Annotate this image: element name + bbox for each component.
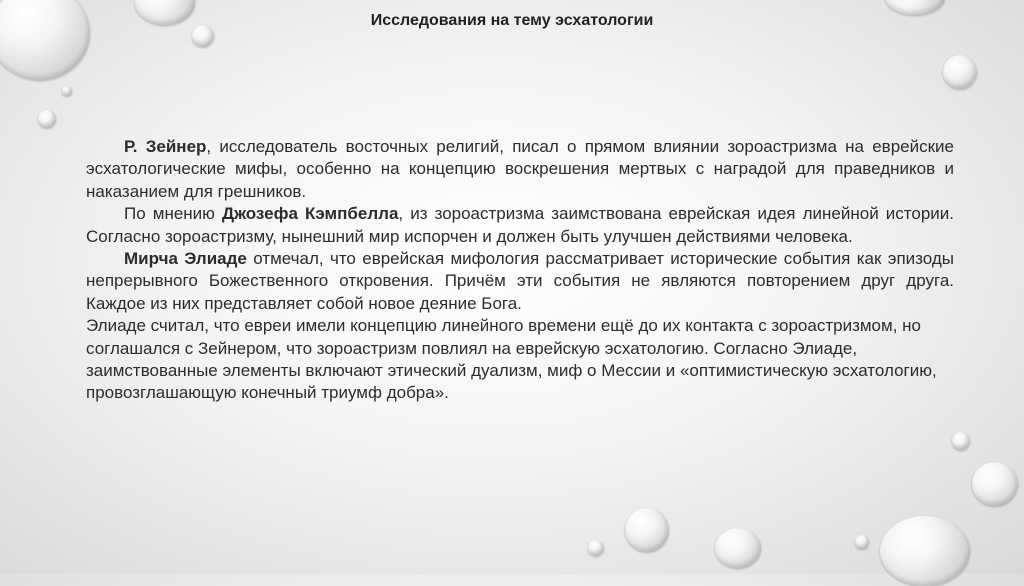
water-drop-decoration [880,516,970,586]
water-drop-decoration [715,528,761,568]
water-drop-decoration [588,540,604,556]
paragraph-eliade [86,248,954,315]
name-campbell: Джозефа Кэмпбелла [222,204,399,224]
water-drop-decoration [972,462,1018,506]
paragraph-eliade-view [86,315,954,405]
name-zeiner: Р. Зейнер [124,137,207,156]
water-drop-decoration [952,432,970,450]
paragraph-text: отмечал, что еврейская мифология рассматривает исторические события как эпизоды непрерывного Божественного откровения. Причём эти события не являются повторением друг друга. Каждое из них представляет собой новое деяние Бога. [86,249,954,313]
paragraph-text: , из зороастризма заимствована еврейская идея линейной истории. Согласно зороастризму, нынешний мир испорчен и должен быть улучшен действиями человека. [86,204,954,246]
water-drop-decoration [38,110,56,128]
slide-body [86,136,954,405]
paragraph-prefix: По мнению [124,204,223,224]
paragraph-zeiner [86,136,954,203]
water-drop-decoration [855,535,869,549]
name-eliade: Мирча Элиаде [124,249,247,269]
slide-title: Исследования на тему эсхатологии [370,12,654,29]
water-drop-decoration [62,86,72,96]
water-drop-decoration [943,55,977,89]
water-drop-decoration [625,508,669,552]
paragraph-text: , исследователь восточных религий, писал о прямом влиянии зороастризма на еврейские эсхатологические мифы, особенно на концепцию воскрешения мертвых с наградой для праведников и наказанием для грешников. [86,137,954,201]
paragraph-text: Элиаде считал, что евреи имели концепцию линейного времени ещё до их контакта с зороастризмом, но соглашался с Зейнером, что зороастризм повлиял на еврейскую эсхатологию. Согласно Элиаде, заимствованные элементы включают этический дуализм, миф о Мессии и «оптимистическую эсхатологию, провозглашающую конечный триумф добра». [86,316,937,403]
paragraph-campbell [86,203,954,248]
